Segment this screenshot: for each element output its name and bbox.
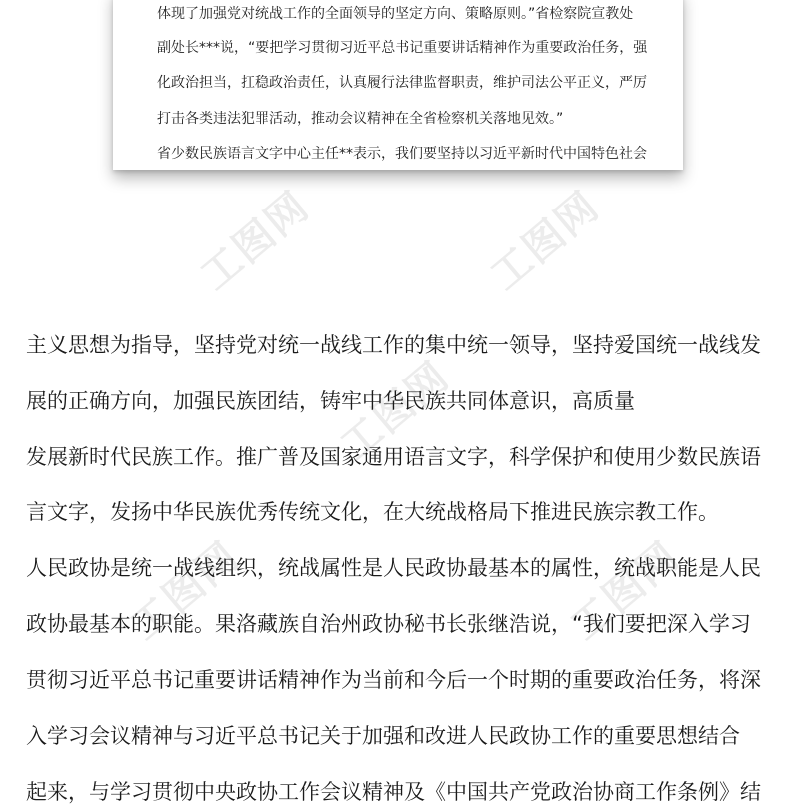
watermark: 工图网 — [482, 183, 609, 300]
paragraph-line: 主义思想为指导，坚持党对统一战线工作的集中统一领导，坚持爱国统一战线发 — [26, 333, 761, 357]
paragraph-line: 言文字，发扬中华民族优秀传统文化，在大统战格局下推进民族宗教工作。 — [26, 500, 719, 524]
watermark: 工图网 — [192, 183, 319, 300]
watermark: 工图网 — [332, 353, 459, 470]
card-text-line: 省少数民族语言文字中心主任**表示，我们要坚持以习近平新时代中国特色社会 — [157, 146, 647, 162]
watermark: 工图网 — [122, 533, 249, 650]
paragraph-line: 人民政协是统一战线组织，统战属性是人民政协最基本的属性，统战职能是人民 — [26, 556, 761, 580]
paragraph-line: 入学习会议精神与习近平总书记关于加强和改进人民政协工作的重要思想结合 — [26, 724, 740, 748]
paragraph-line: 展的正确方向，加强民族团结，铸牢中华民族共同体意识，高质量 — [26, 389, 635, 413]
card-text-line: 化政治担当，扛稳政治责任，认真履行法律监督职责，维护司法公平正义，严厉 — [157, 75, 647, 91]
card-text-line: 打击各类违法犯罪活动，推动会议精神在全省检察机关落地见效。” — [157, 111, 564, 127]
card-text-line: 体现了加强党对统战工作的全面领导的坚定方向、策略原则。”省检察院宣教处 — [157, 6, 634, 22]
paragraph-line: 起来，与学习贯彻中央政协工作会议精神及《中国共产党政治协商工作条例》结 — [26, 780, 761, 804]
paragraph-line: 发展新时代民族工作。推广普及国家通用语言文字，科学保护和使用少数民族语 — [26, 445, 761, 469]
document-card — [113, 0, 683, 170]
card-text-line: 副处长***说，“要把学习贯彻习近平总书记重要讲话精神作为重要政治任务，强 — [157, 40, 648, 56]
paragraph-line: 政协最基本的职能。果洛藏族自治州政协秘书长张继浩说，“我们要把深入学习 — [26, 612, 751, 636]
paragraph-line: 贯彻习近平总书记重要讲话精神作为当前和今后一个时期的重要政治任务，将深 — [26, 668, 761, 692]
watermark: 工图网 — [562, 533, 689, 650]
